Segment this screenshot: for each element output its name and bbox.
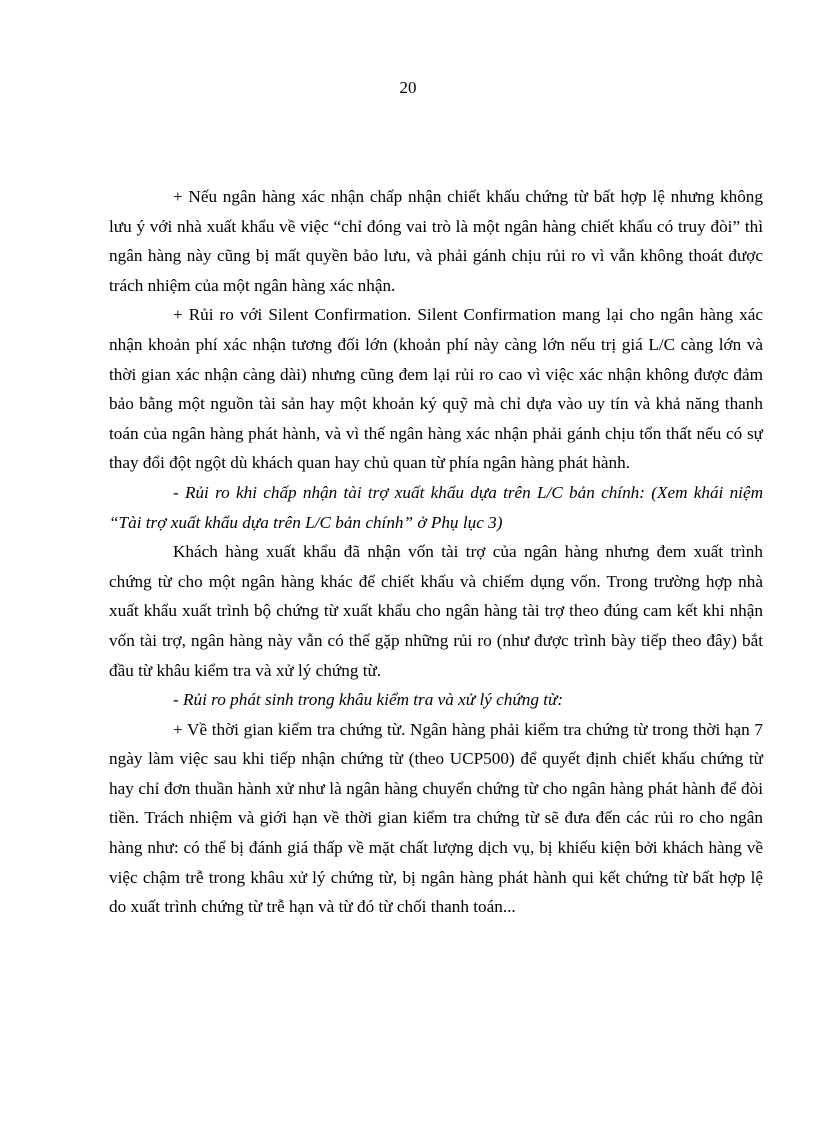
paragraph-discount-recourse: + Nếu ngân hàng xác nhận chấp nhận chiết khấu chứng từ bất hợp lệ nhưng không lưu ý với nhà xuất khẩu về việc “chỉ đóng vai trò là một ngân hàng chiết khấu có truy đòi” thì ngân hàng này cũng bị mất quyền bảo lưu, và phải gánh chịu rủi ro vì vẫn không thoát được trách nhiệm của một ngân hàng xác nhận. (109, 187, 763, 295)
document-body (109, 182, 763, 922)
paragraph-heading-document-checking: - Rủi ro phát sinh trong khâu kiểm tra và xử lý chứng từ: (173, 690, 564, 710)
page-number: 20 (399, 78, 417, 97)
paragraph-checking-time: + Về thời gian kiểm tra chứng từ. Ngân hàng phải kiểm tra chứng từ trong thời hạn 7 ngày làm việc sau khi tiếp nhận chứng từ (theo UCP500) để quyết định chiết khấu chứng từ hay chỉ đơn thuần hành xử như là ngân hàng chuyển chứng từ cho ngân hàng phát hành để đòi tiền. Trách nhiệm và giới hạn về thời gian kiểm tra chứng từ sẽ đưa đến các rủi ro cho ngân hàng như: có thể bị đánh giá thấp về mặt chất lượng dịch vụ, bị khiếu kiện bởi khách hàng về việc chậm trễ trong khâu xử lý chứng từ, bị ngân hàng phát hành qui kết chứng từ bất hợp lệ do xuất trình chứng từ trễ hạn và từ đó từ chối thanh toán... (109, 719, 763, 917)
paragraph-heading-export-financing: - Rủi ro khi chấp nhận tài trợ xuất khẩu dựa trên L/C bản chính: (Xem khái niệm “Tài trợ xuất khẩu dựa trên L/C bản chính” ở Phụ lục 3) (109, 482, 763, 532)
paragraph-export-financing-body: Khách hàng xuất khẩu đã nhận vốn tài trợ của ngân hàng nhưng đem xuất trình chứng từ cho một ngân hàng khác để chiết khấu và chiếm dụng vốn. Trong trường hợp nhà xuất khẩu xuất trình bộ chứng từ xuất khẩu cho ngân hàng tài trợ theo đúng cam kết khi nhận vốn tài trợ, ngân hàng này vẫn có thể gặp những rủi ro (như được trình bày tiếp theo đây) bắt đầu từ khâu kiểm tra và xử lý chứng từ. (109, 542, 763, 680)
paragraph-silent-confirmation: + Rủi ro với Silent Confirmation. Silent Confirmation mang lại cho ngân hàng xác nhận khoản phí xác nhận tương đối lớn (khoản phí này càng lớn nếu trị giá L/C càng lớn và thời gian xác nhận càng dài) nhưng cũng đem lại rủi ro cao vì việc xác nhận không được đảm bảo bằng một nguồn tài sản hay một khoản ký quỹ mà chỉ dựa vào uy tín và khả năng thanh toán của ngân hàng phát hành, và vì thế ngân hàng xác nhận phải gánh chịu tổn thất nếu có sự thay đổi đột ngột dù khách quan hay chủ quan từ phía ngân hàng phát hành. (109, 305, 763, 473)
